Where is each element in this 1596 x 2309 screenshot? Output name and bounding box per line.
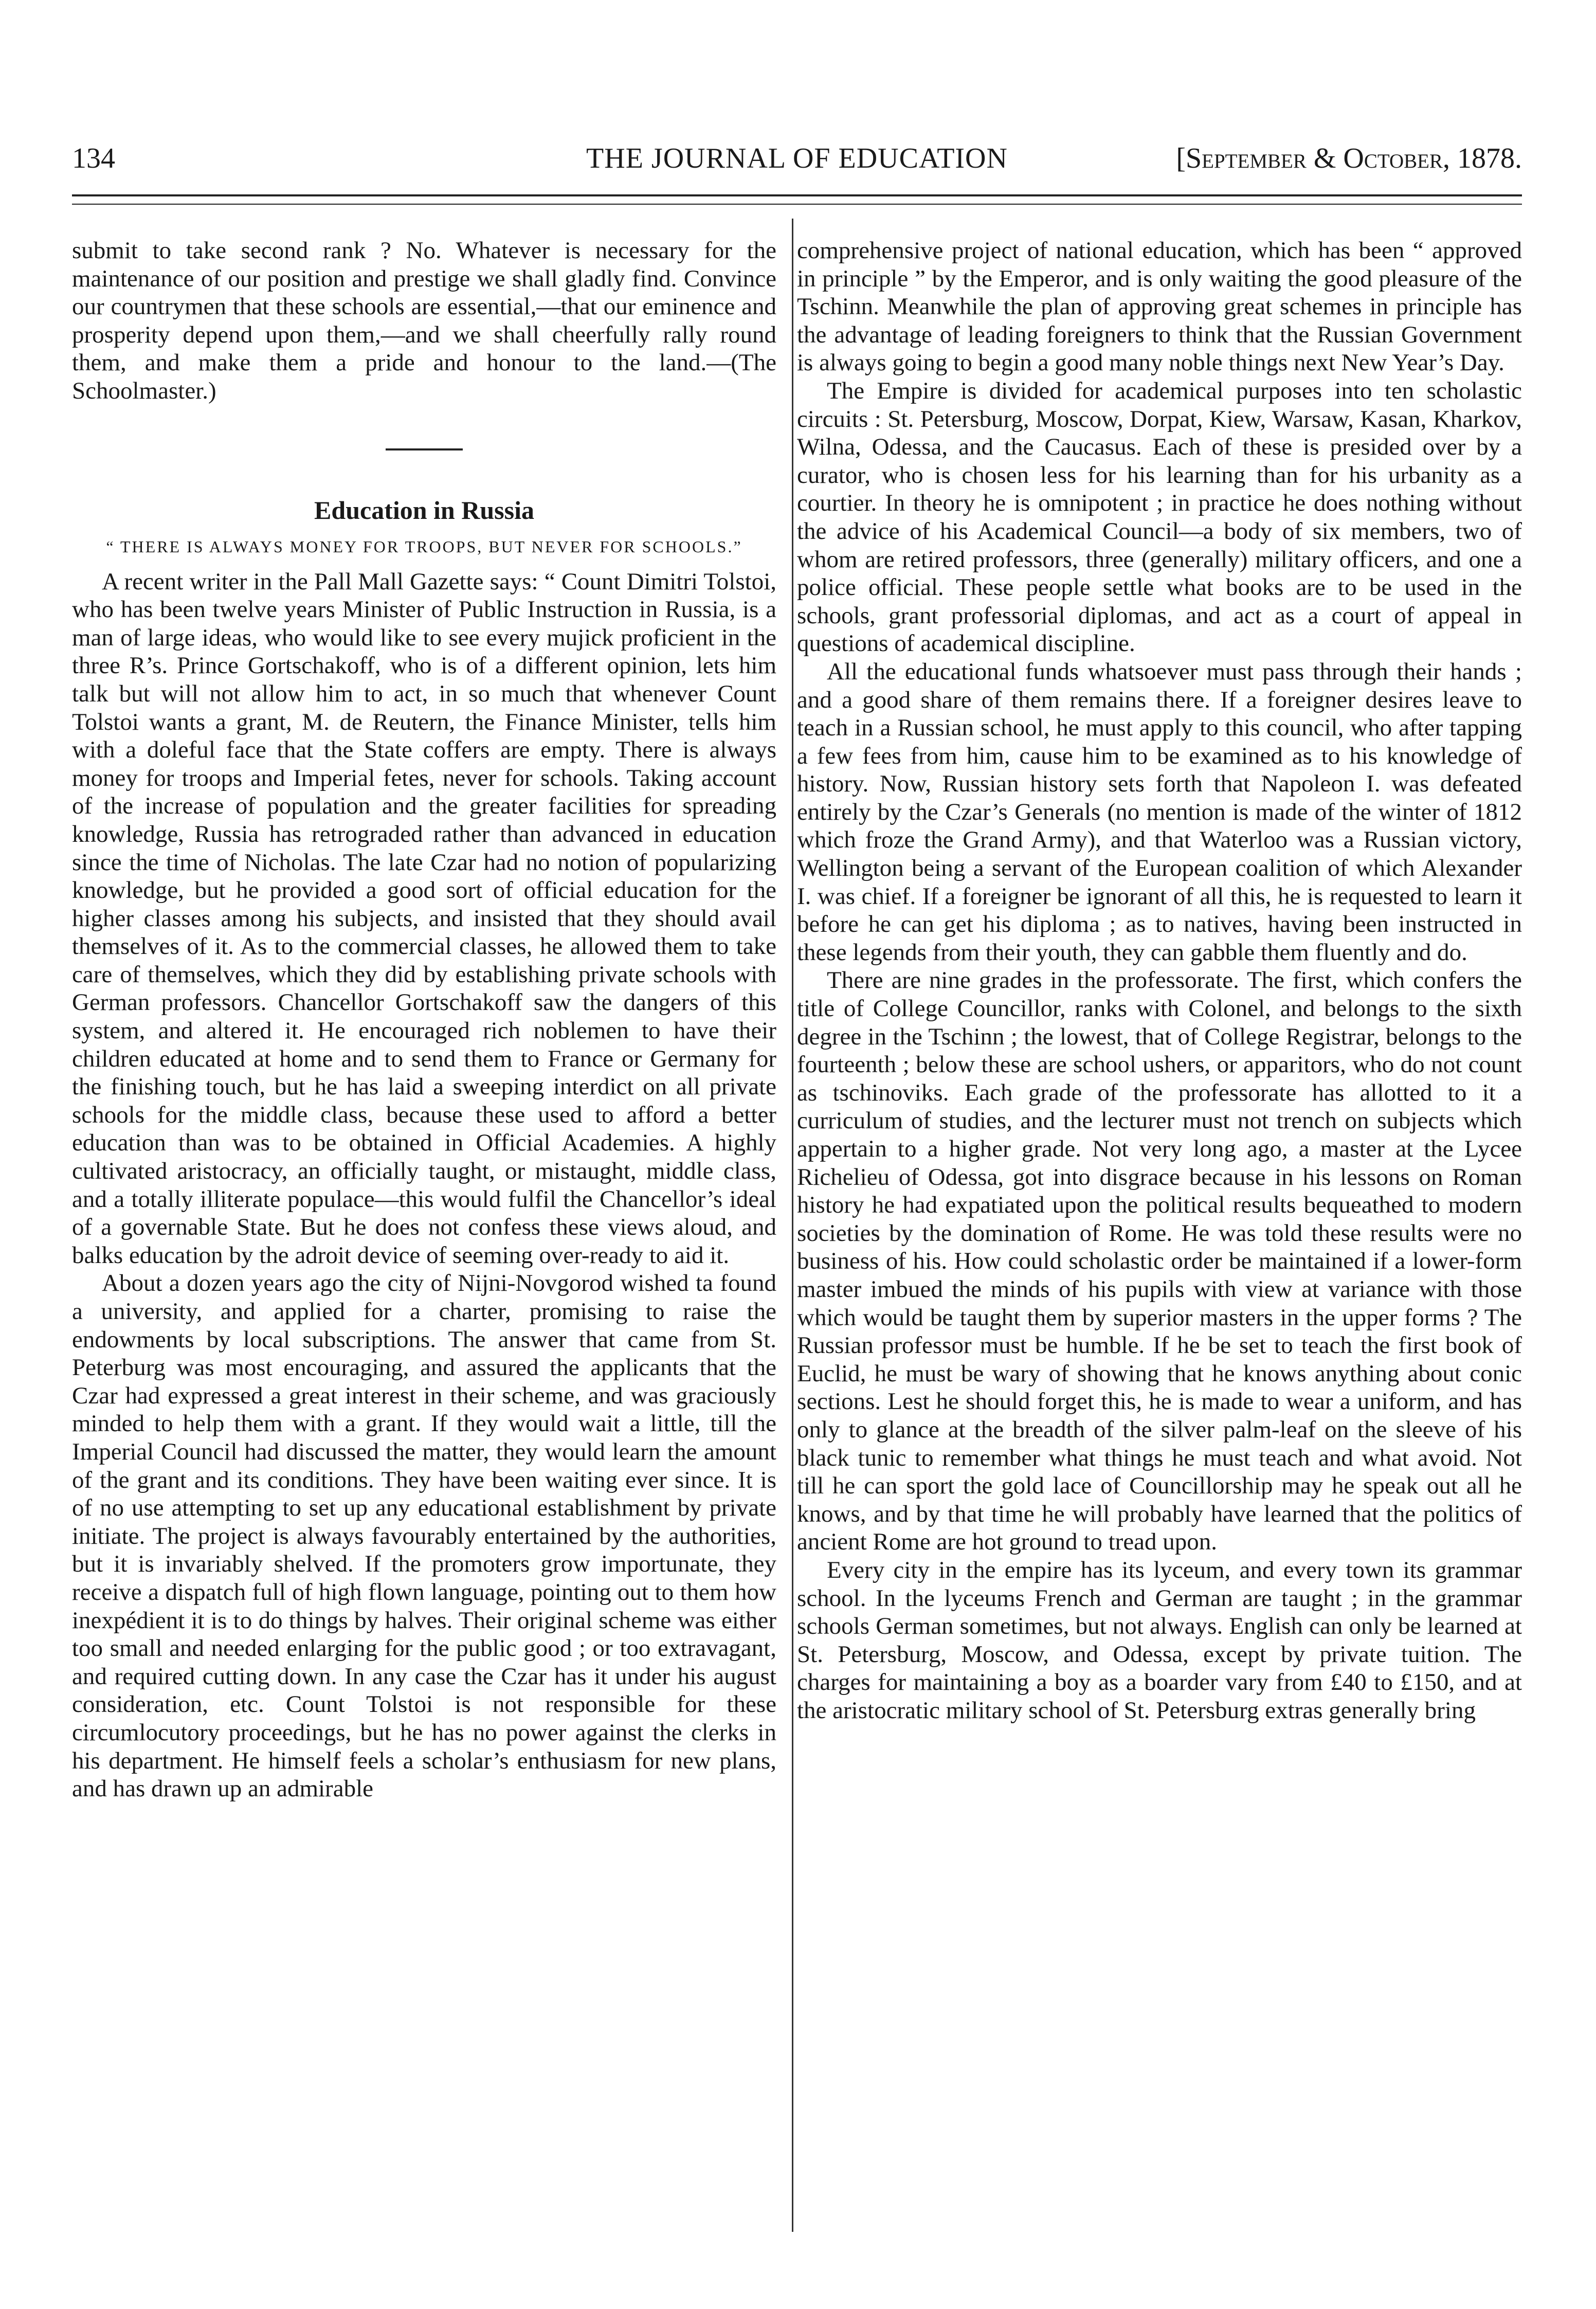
continued-paragraph: comprehensive project of national education, which has been “ approved in principle ” by the Emperor, and is only waiting the good pleasure of the Tschinn. Meanwhile the plan of approving great schemes in principle has the advantage of leading foreigners to think that the Russian Government is always going to begin a good many noble things next New Year’s Day. (797, 237, 1522, 376)
article-paragraph: About a dozen years ago the city of Nijni-Novgorod wished ta found a university, and applied for a charter, promising to raise the endowments by local subscriptions. The answer that came from St. Peterburg was most encouraging, and assured the applicants that the Czar had expressed a great interest in their scheme, and was graciously minded to help them with a grant. If they would wait a little, till the Imperial Council had discussed the matter, they would learn the amount of the grant and its conditions. They have been waiting ever since. It is of no use attempting to set up any educational establishment by private initiate. The project is always favourably entertained by the authorities, but it is invariably shelved. If the promoters grow importunate, they receive a dispatch full of high flown language, pointing out to them how inexpédient it is to do things by halves. Their original scheme was either too small and needed enlarging for the public good ; or too extravagant, and required cutting down. In any case the Czar has it under his august consideration, etc. Count Tolstoi is not responsible for these circumlocutory proceedings, but he has no power against the clerks in his department. He himself feels a scholar’s enthusiasm for new plans, and has drawn up an admirable (72, 1270, 776, 1802)
article-paragraph: There are nine grades in the professorate. The first, which confers the title of College Councillor, ranks with Colonel, and belongs to the sixth degree in the Tschinn ; the lowest, that of College Registrar, belongs to the fourteenth ; below these are school ushers, or apparitors, who do not count as tschinoviks. Each grade of the professorate has allotted to it a curriculum of studies, and the lecturer must not trench on subjects which appertain to a higher grade. Not very long ago, a master at the Lycee Richelieu of Odessa, got into disgrace because in his lessons on Roman history he had expatiated upon the political results bequeathed to modern societies by the domination of Rome. He was told these results were no business of his. How could scholastic order be maintained if a lower-form master imbued the minds of his pupils with view at variance with those which would be taught them by superior masters in the upper forms ? The Russian professor must be humble. If he be set to teach the first book of Euclid, he must be wary of showing that he knows anything about conic sections. Lest he should forget this, he is made to wear a uniform, and has only to glance at the breadth of the silver palm-leaf on the sleeve of his black tunic to remember what things he must teach and what avoid. Not till he can sport the gold lace of Councillorship may he speak out all he knows, and by that time he will probably have learned that the politics of ancient Rome are hot ground to tread upon. (797, 967, 1522, 1556)
article-subtitle: “ THERE IS ALWAYS MONEY FOR TROOPS, BUT NEVER FOR SCHOOLS.” (106, 537, 742, 556)
article-paragraph: The Empire is divided for academical purposes into ten scholastic circuits : St. Petersburg, Moscow, Dorpat, Kiew, Warsaw, Kasan, Kharkov, Wilna, Odessa, and the Caucasus. Each of these is presided over by a curator, who is chosen less for his learning than for his urbanity as a courtier. In theory he is omnipotent ; in practice he does nothing without the advice of his Academical Council—a body of six members, two of whom are retired professors, three (generally) military officers, and one a police official. These people settle what books are to be used in the schools, grant professorial diplomas, and act as a court of appeal in questions of academical discipline. (797, 377, 1522, 657)
header-rule-thick (72, 194, 1522, 196)
continued-paragraph: submit to take second rank ? No. Whatever is necessary for the maintenance of our position and prestige we shall gladly find. Convince our countrymen that these schools are essential,—that our eminence and prosperity depend upon them,—and we shall cheerfully rally round them, and make them a pride and honour to the land.—(The Schoolmaster.) (72, 237, 776, 404)
left-column (72, 237, 776, 1803)
article-paragraph: All the educational funds whatsoever must pass through their hands ; and a good share of them remains there. If a foreigner desires leave to teach in a Russian school, he must apply to this council, who after tapping a few fees from him, cause him to be examined as to his knowledge of history. Now, Russian history sets forth that Napoleon I. was defeated entirely by the Czar’s Generals (no mention is made of the winter of 1812 which froze the Grand Army), and that Waterloo was a Russian victory, Wellington being a servant of the European coalition of which Alexander I. was chief. If a foreigner be ignorant of all this, he is requested to learn it before he can get his diploma ; as to natives, having been instructed in these legends from their youth, they can gabble them fluently and do. (797, 658, 1522, 966)
article-paragraph: Every city in the empire has its lyceum, and every town its grammar school. In the lyceums French and German are taught ; in the grammar schools German sometimes, but not always. English can only be learned at St. Petersburg, Moscow, and Odessa, except by private tuition. The charges for maintaining a boy as a boarder vary from £40 to £150, and at the aristocratic military school of St. Petersburg extras generally bring (797, 1556, 1522, 1724)
article-title: Education in Russia (314, 495, 534, 525)
page-number: 134 (72, 142, 115, 174)
section-divider (386, 448, 463, 450)
running-header (72, 138, 1522, 179)
article-paragraph: A recent writer in the Pall Mall Gazette says: “ Count Dimitri Tolstoi, who has been twelve years Minister of Public Instruction in Russia, is a man of large ideas, who would like to see every mujick proficient in the three R’s. Prince Gortschakoff, who is of a different opinion, lets him talk but will not allow him to act, in so much that whenever Count Tolstoi wants a grant, M. de Reutern, the Finance Minister, tells him with a doleful face that the State coffers are empty. There is always money for troops and Imperial fetes, never for schools. Taking account of the increase of population and the greater facilities for spreading knowledge, Russia has retrograded rather than advanced in education since the time of Nicholas. The late Czar had no notion of popularizing knowledge, but he provided a good sort of official education for the higher classes among his subjects, and insisted that they should avail themselves of it. As to the commercial classes, he allowed them to take care of themselves, which they did by establishing private schools with German professors. Chancellor Gortschakoff saw the dangers of this system, and altered it. He encouraged rich noblemen to have their children educated at home and to send them to France or Germany for the finishing touch, but he has laid a sweeping interdict on all private schools for the middle class, because these used to afford a better education than was to be obtained in Official Academies. A highly cultivated aristocracy, an officially taught, or mistaught, middle class, and a totally illiterate populace—this would fulfil the Chancellor’s ideal of a governable State. But he does not confess these views aloud, and balks education by the adroit device of seeming over-ready to aid it. (72, 568, 776, 1269)
issue-date: [September & October, 1878. (1176, 142, 1522, 174)
header-rule-thin (72, 204, 1522, 205)
right-column (797, 237, 1522, 1724)
column-separator (792, 219, 793, 2232)
journal-title: THE JOURNAL OF EDUCATION (586, 142, 1008, 174)
